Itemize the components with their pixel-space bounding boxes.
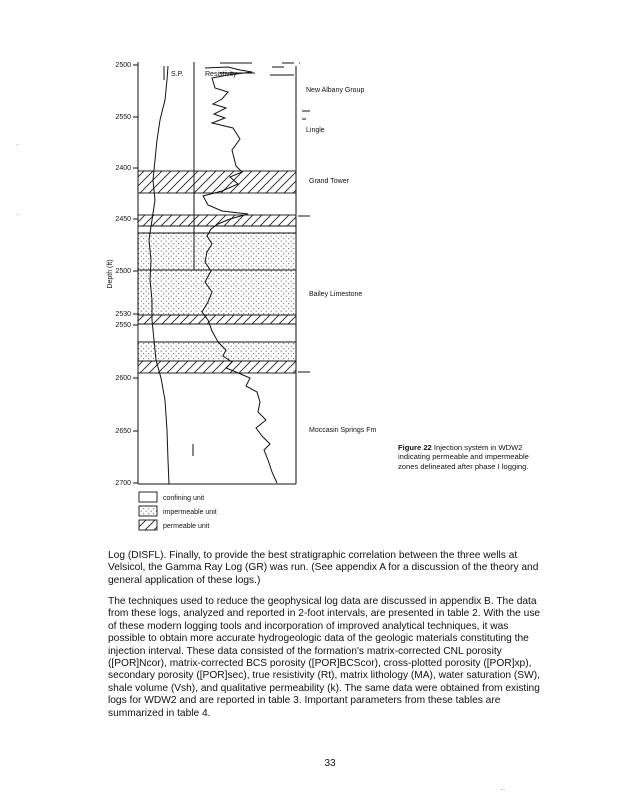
formation-label: Grand Tower <box>309 178 349 185</box>
figure-legend <box>139 492 217 530</box>
depth-tick-marks <box>133 65 138 483</box>
scan-artifact: · <box>16 140 19 149</box>
legend-label-permeable: permeable unit <box>163 523 210 530</box>
depth-tick-label: 2530 <box>115 311 131 318</box>
depth-tick-label: 2450 <box>115 216 131 223</box>
depth-tick-label: 2500 <box>115 268 131 275</box>
page-number: 33 <box>324 758 336 769</box>
legend-label-impermeable: impermeable unit <box>163 509 217 516</box>
legend-label-confining: confining unit <box>163 495 205 502</box>
figure-caption <box>398 443 538 471</box>
depth-tick-label: 2550 <box>115 322 131 329</box>
impermeable-units <box>138 233 296 361</box>
depth-tick-label: 2400 <box>115 165 131 172</box>
legend-swatch-impermeable <box>139 506 157 516</box>
resistivity-label: Resistivity <box>205 71 237 78</box>
sp-label: S.P. <box>171 71 184 78</box>
formation-label: New Albany Group <box>306 87 365 94</box>
formation-label: Bailey Limestone <box>309 291 363 298</box>
figure-number: Figure 22 <box>398 443 432 452</box>
body-paragraph: The techniques used to reduce the geophysical log data are discussed in appendix B. The data from these logs, analyzed and reported in 2-foot intervals, are presented in table 2. With the use of these modern logging tools and incorporation of improved analytical techniques, it was possible to obtain more accurate hydrogeologic data of the geologic materials constituting the injection interval. These data consisted of the formation's matrix-corrected CNL porosity ([POR]Ncor), matrix-corrected BCS porosity ([POR]BCScor), cross-plotted porosity ([POR]xp), secondary porosity ([POR]sec), true resistivity (Rt), matrix lithology (MA), water saturation (SW), shale volume (Vsh), and qualitative permeability (k). The same data were obtained from existing logs for WDW2 and are reported in table 3. Important parameters from these tables are summarized in table 4. <box>108 596 541 719</box>
depth-tick-label: 2650 <box>115 428 131 435</box>
depth-tick-label: 2700 <box>115 480 131 487</box>
formation-label: Moccasin Springs Fm <box>309 427 377 434</box>
body-paragraph: Log (DISFL). Finally, to provide the best stratigraphic correlation between the three wells at Velsicol, the Gamma Ray Log (GR) was run. (See appendix A for a discussion of the theory and general application of these logs.) <box>108 550 539 586</box>
scan-artifact: · <box>16 210 19 219</box>
depth-tick-label: 2500 <box>115 62 131 69</box>
depth-tick-label: 2600 <box>115 375 131 382</box>
formation-label: Lingle <box>306 127 325 134</box>
legend-swatch-permeable <box>139 520 157 530</box>
depth-axis-label: Depth (ft) <box>107 259 114 289</box>
depth-tick-label: 2550 <box>115 114 131 121</box>
figure-caption-text: Injection system in WDW2 indicating permeable and impermeable zones delineated after phase I logging. <box>398 443 529 471</box>
scan-artifact: ·· <box>500 785 506 794</box>
legend-swatch-confining <box>139 492 157 502</box>
